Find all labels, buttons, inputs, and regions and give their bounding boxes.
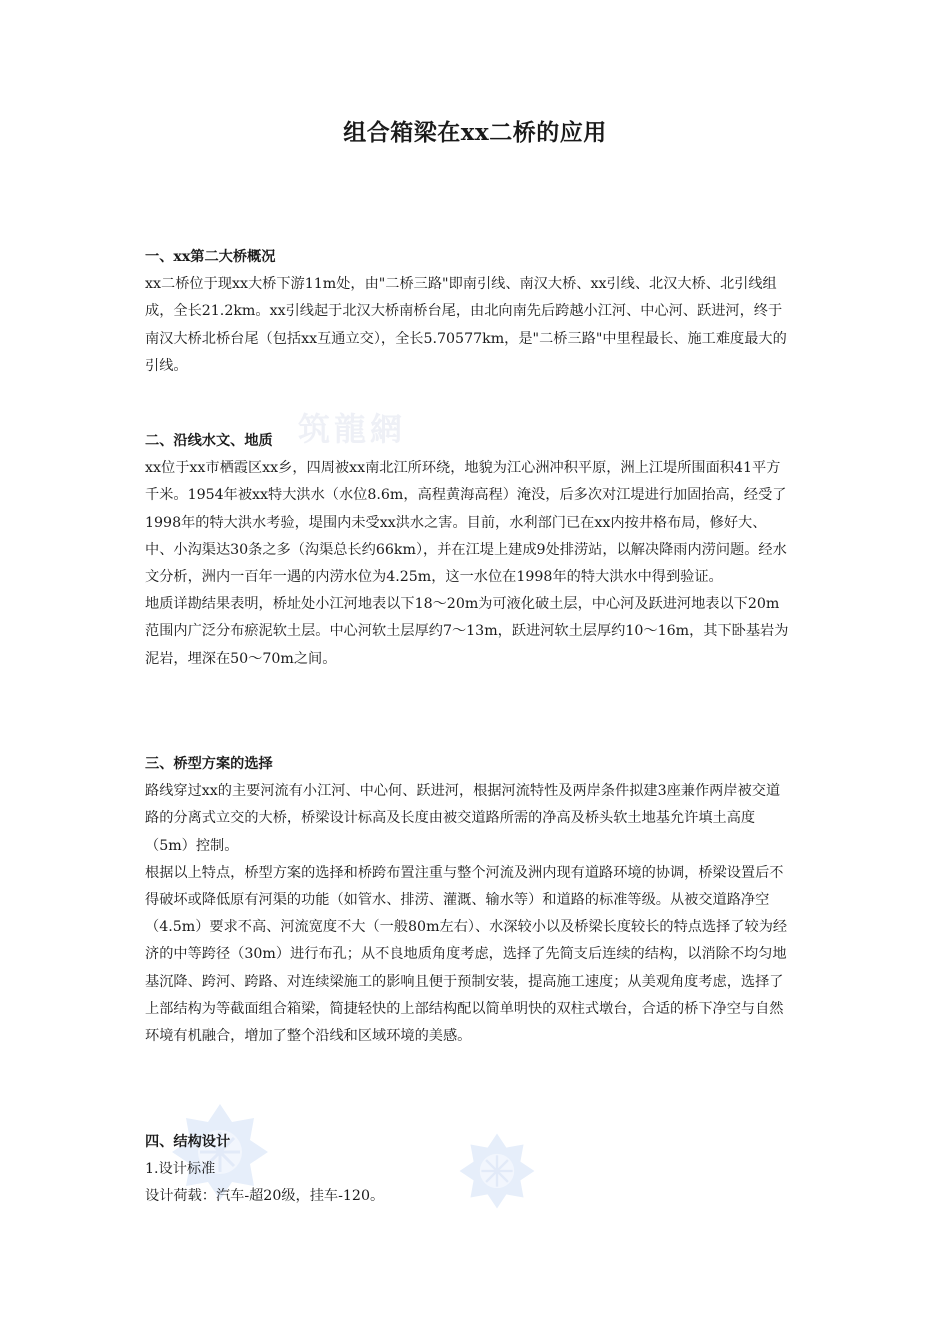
- paragraph: 设计荷载：汽车-超20级，挂车-120。: [145, 1188, 385, 1205]
- section-heading: 一、xx第二大桥概况: [145, 249, 276, 265]
- paragraph: 1.设计标准: [145, 1161, 216, 1178]
- paragraph: 根据以上特点，桥型方案的选择和桥跨布置注重与整个河流及洲内现有道路环境的协调，桥梁设置后不得破坏或降低原有河渠的功能（如管水、排涝、灌溉、输水等）和道路的标准等级。从被交道路净空（4.5m）要求不高、河流宽度不大（一般80m左右）、水深较小以及桥梁长度较长的特点选择了较为经济的中等跨径（30m）进行布孔；从不良地质角度考虑，选择了先简支后连续的结构，以消除不均匀地基沉降、跨河、跨路、对连续梁施工的影响且便于预制安装，提高施工速度；从美观角度考虑，选择了上部结构为等截面组合箱梁，简捷轻快的上部结构配以简单明快的双柱式墩台，合适的桥下净空与自然环境有机融合，增加了整个沿线和区域环境的美感。: [145, 864, 788, 1045]
- section-overview: [145, 244, 790, 380]
- paragraph: xx二桥位于现xx大桥下游11m处，由"二桥三路"即南引线、南汉大桥、xx引线、北汉大桥、北引线组成，全长21.2km。xx引线起于北汉大桥南桥台尾，由北向南先后跨越小江河、中心河、跃进河，终于南汉大桥北桥台尾（包括xx互通立交），全长5.70577km，是"二桥三路"中里程最长、施工难度最大的引线。: [145, 276, 787, 374]
- section-heading: 三、桥型方案的选择: [145, 756, 273, 772]
- section-hydrology-geology: [145, 428, 790, 673]
- watermark-text: 筑龍網: [298, 410, 407, 448]
- document-title: 组合箱梁在xx二桥的应用: [343, 119, 607, 146]
- paragraph: 路线穿过xx的主要河流有小江河、中心何、跃进河，根据河流特性及两岸条件拟建3座兼作两岸被交道路的分离式立交的大桥，桥梁设计标高及长度由被交道路所需的净高及桥头软土地基允许填土高度（5m）控制。: [145, 783, 781, 854]
- section-heading: 四、结构设计: [145, 1134, 231, 1150]
- section-structural-design: [145, 1129, 790, 1211]
- section-bridge-type-selection: [145, 751, 790, 1050]
- paragraph: xx位于xx市栖霞区xx乡，四周被xx南北江所环绕，地貌为江心洲冲积平原，洲上江堤所围面积41平方千米。1954年被xx特大洪水（水位8.6m，高程黄海高程）淹没，后多次对江堤进行加固抬高，经受了1998年的特大洪水考验，堤围内未受xx洪水之害。目前，水利部门已在xx内按井格布局，修好大、中、小沟渠达30条之多（沟渠总长约66km），并在江堤上建成9处排涝站，以解决降雨内涝问题。经水文分析，洲内一百年一遇的内涝水位为4.25m，这一水位在1998年的特大洪水中得到验证。: [145, 460, 787, 586]
- section-heading: 二、沿线水文、地质: [145, 433, 273, 449]
- paragraph: 地质详勘结果表明，桥址处小江河地表以下18～20m为可液化破土层，中心河及跃进河地表以下20m范围内广泛分布瘀泥软土层。中心河软土层厚约7～13m，跃进河软土层厚约10～16m，其下卧基岩为泥岩，埋深在50～70m之间。: [145, 596, 789, 667]
